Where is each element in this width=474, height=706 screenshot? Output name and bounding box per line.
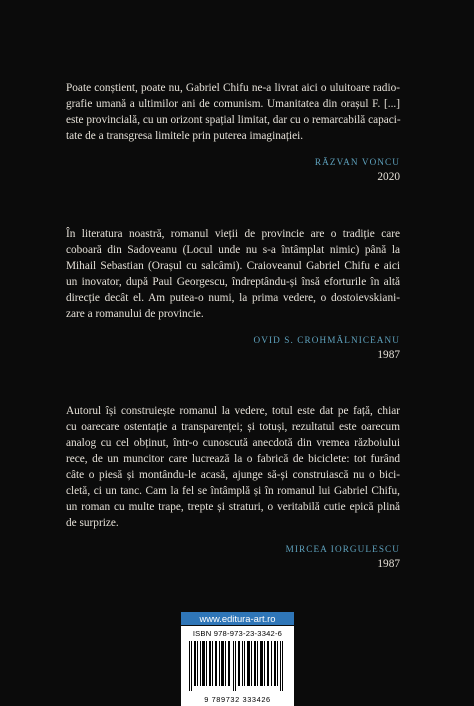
blurb-year: 2020 — [377, 171, 400, 183]
blurb-vontcu — [66, 80, 400, 183]
blurb-line: Autorul își construiește romanul la vedere, totul este dat pe față, chiar — [66, 405, 400, 417]
blurb-crohmalniceanu — [66, 226, 400, 361]
barcode-block — [181, 612, 294, 706]
blurb-line: rece, de un muncitor care lucrează la o fabrică de biciclete: tot furând — [66, 453, 400, 465]
barcode-label — [181, 626, 294, 706]
blurb-line: direcție decât el. Am putea-o numi, la prima vedere, o dostoievskiani- — [66, 292, 400, 304]
blurb-author: MIRCEA IORGULESCU — [285, 544, 400, 554]
blurb-line: un inovator, după Paul Georgescu, îndreptându-și însă eforturile în altă — [66, 276, 400, 288]
blurb-author: OVID S. CROHMĂLNICEANU — [253, 335, 400, 345]
blurb-text — [66, 80, 400, 144]
blurb-line: Poate conștient, poate nu, Gabriel Chifu ne-a livrat aici o uluitoare radio- — [66, 82, 400, 94]
blurb-line: cletă, ci un tanc. Cam la fel se întâmplă și în romanul lui Gabriel Chifu, — [66, 485, 400, 497]
blurb-year: 1987 — [377, 558, 400, 570]
blurb-line: tate de a transgresa limitele prin puterea imaginației. — [66, 130, 304, 142]
blurb-line: grafie umană a ultimilor ani de comunism. Umanitatea din orașul F. [...] — [66, 98, 400, 110]
blurb-iorgulescu — [66, 403, 400, 570]
blurb-year: 1987 — [377, 349, 400, 361]
blurb-line: coboară din Sadoveanu (Locul unde nu s-a întâmplat nimic) până la — [66, 244, 400, 256]
blurb-line: Mihail Sebastian (Orașul cu salcâmi). Craioveanul Gabriel Chifu e aici — [66, 260, 400, 272]
blurb-line: este provincială, cu un orizont spațial limitat, dar cu o remarcabilă capaci- — [66, 114, 401, 126]
isbn-text: ISBN 978-973-23-3342-6 — [192, 629, 283, 638]
blurb-text — [66, 403, 400, 531]
blurb-author: RĂZVAN VONCU — [314, 157, 400, 167]
blurb-line: de surprize. — [66, 517, 119, 529]
barcode-bars — [187, 641, 288, 691]
blurb-line: cu oarecare ostentație a transparenței; și totuși, rezultatul este oarecum — [66, 421, 400, 433]
blurb-line: zare a romanului de provincie. — [66, 308, 204, 320]
blurb-line: În literatura noastră, romanul vieții de provincie are o tradiție care — [66, 228, 400, 240]
blurb-line: câte o piesă și montându-le acasă, ajunge să-și construiască nu o bici- — [66, 469, 400, 481]
barcode-digits: 9 789732 333426 — [204, 695, 271, 704]
blurb-line: analog cu cel obținut, într-o cunoscută anecdotă din vremea războiului — [66, 437, 400, 449]
blurb-line: un roman cu multe trape, trepte și straturi, o veritabilă cutie epică plină — [66, 501, 400, 513]
publisher-url: www.editura-art.ro — [181, 612, 294, 625]
blurb-text — [66, 226, 400, 322]
